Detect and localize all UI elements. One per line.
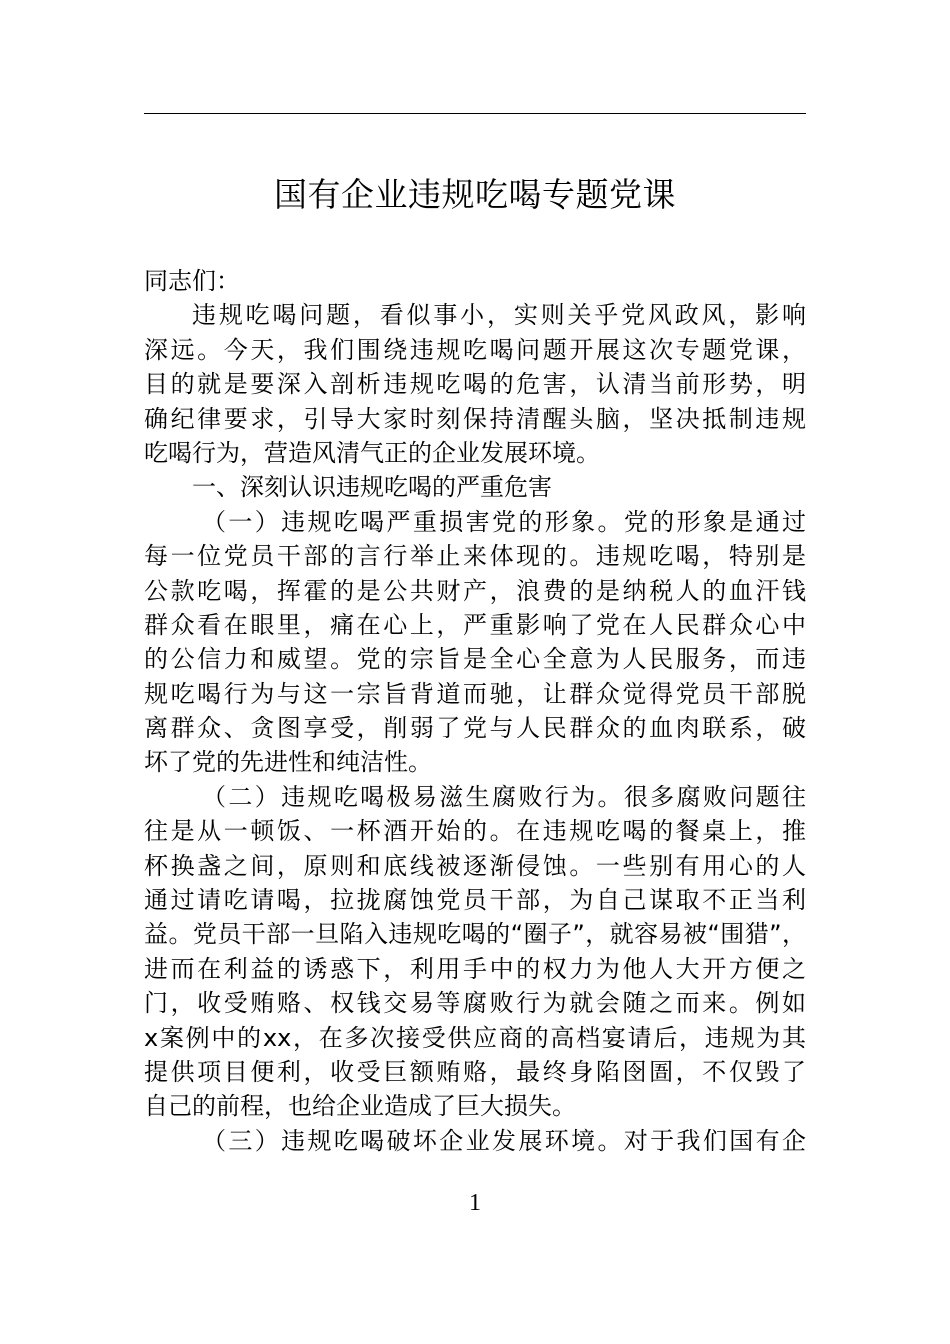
subsection-heading-line: （二）违规吃喝极易滋生腐败行为。很多腐败问题往 <box>202 782 806 811</box>
paragraph-line: 离群众、贪图享受，削弱了党与人民群众的血肉联系，破 <box>144 714 806 743</box>
salutation: 同志们： <box>144 267 240 295</box>
paragraph-line: 往是从一顿饭、一杯酒开始的。在违规吃喝的餐桌上，推 <box>144 817 806 846</box>
paragraph-line: 的公信力和威望。党的宗旨是全心全意为人民服务，而违 <box>144 645 806 674</box>
paragraph-line: 每一位党员干部的言行举止来体现的。违规吃喝，特别是 <box>144 542 806 571</box>
paragraph-line: 规吃喝行为与这一宗旨背道而驰，让群众觉得党员干部脱 <box>144 679 806 708</box>
subsection-heading-line: （一）违规吃喝严重损害党的形象。党的形象是通过 <box>202 507 806 536</box>
subsection-heading-line: （三）违规吃喝破坏企业发展环境。对于我们国有企 <box>202 1126 806 1155</box>
paragraph-line: 吃喝行为，营造风清气正的企业发展环境。 <box>144 438 600 467</box>
section-heading: 一、深刻认识违规吃喝的严重危害 <box>192 473 552 502</box>
paragraph-line: 公款吃喝，挥霍的是公共财产，浪费的是纳税人的血汗钱 <box>144 576 806 605</box>
paragraph-line: 确纪律要求，引导大家时刻保持清醒头脑，坚决抵制违规 <box>144 404 806 433</box>
paragraph-line: 门，收受贿赂、权钱交易等腐败行为就会随之而来。例如 <box>144 989 806 1018</box>
paragraph-line: 自己的前程，也给企业造成了巨大损失。 <box>144 1092 576 1121</box>
paragraph-line: 益。党员干部一旦陷入违规吃喝的“圈子”，就容易被“围猎”， <box>144 920 806 949</box>
paragraph-line: 提供项目便利，收受巨额贿赂，最终身陷囹圄，不仅毁了 <box>144 1057 806 1086</box>
paragraph-line: 违规吃喝问题，看似事小，实则关乎党风政风，影响 <box>192 301 806 330</box>
paragraph-line: 深远。今天，我们围绕违规吃喝问题开展这次专题党课， <box>144 335 806 364</box>
page-number: 1 <box>469 1190 481 1216</box>
paragraph-line: 坏了党的先进性和纯洁性。 <box>144 748 432 777</box>
paragraph-line: 通过请吃请喝，拉拢腐蚀党员干部，为自己谋取不正当利 <box>144 886 806 915</box>
document-title: 国有企业违规吃喝专题党课 <box>274 175 676 214</box>
paragraph-line: 杯换盏之间，原则和底线被逐渐侵蚀。一些别有用心的人 <box>144 851 806 880</box>
paragraph-line: 群众看在眼里，痛在心上，严重影响了党在人民群众心中 <box>144 610 806 639</box>
paragraph-line: x案例中的xx，在多次接受供应商的高档宴请后，违规为其 <box>144 1023 806 1052</box>
document-body <box>144 264 806 1158</box>
paragraph-line: 目的就是要深入剖析违规吃喝的危害，认清当前形势，明 <box>144 370 806 399</box>
paragraph-line: 进而在利益的诱惑下，利用手中的权力为他人大开方便之 <box>144 954 806 983</box>
header-rule <box>144 113 806 114</box>
